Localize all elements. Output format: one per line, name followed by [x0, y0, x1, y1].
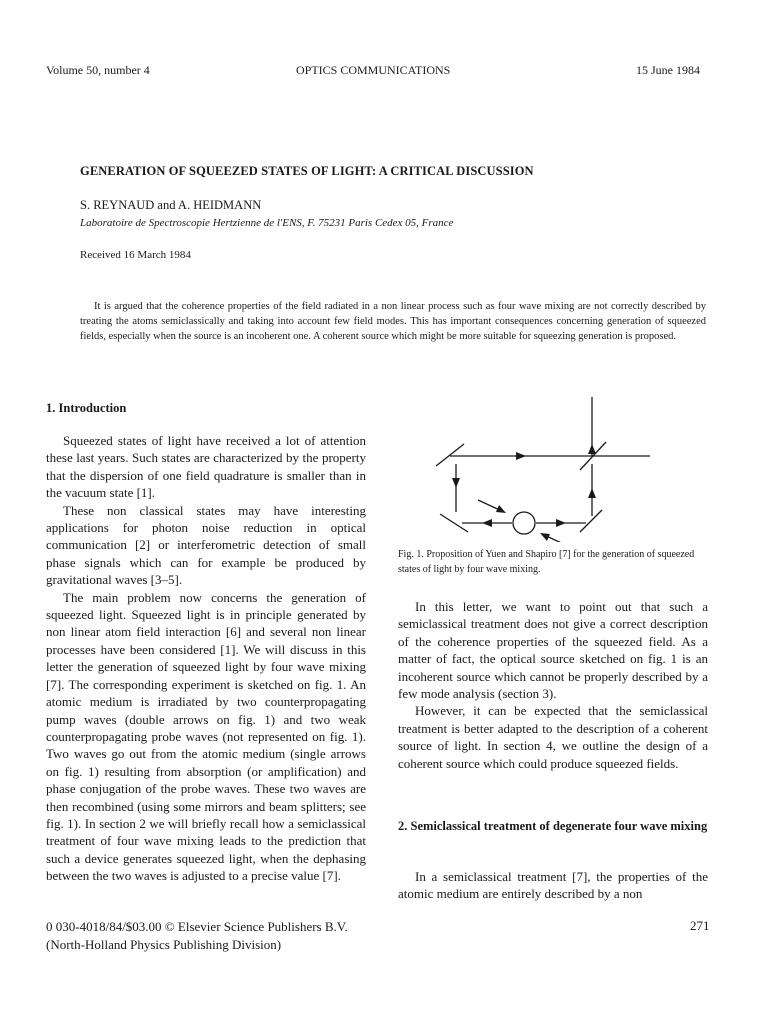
paragraph: In this letter, we want to point out that such a semiclassical treatment does not give a correct description of the coherence properties of the squeezed field. As a matter of fact, the optical source sketched on fig. 1 is an incoherent source which cannot be properly described by a few mode analysis (section 3).: [398, 599, 708, 702]
header-volume: Volume 50, number 4: [46, 63, 150, 77]
arrow-left-beam: [452, 478, 460, 488]
figure-1-caption: Fig. 1. Proposition of Yuen and Shapiro [7] for the generation of squeezed states of light by four wave mixing.: [398, 549, 695, 575]
footer-division: (North-Holland Physics Publishing Division): [46, 936, 282, 952]
article-title: GENERATION OF SQUEEZED STATES OF LIGHT: A CRITICAL DISCUSSION: [80, 164, 534, 178]
article-affiliation: Laboratoire de Spectroscopie Hertzienne de l'ENS, F. 75231 Paris Cedex 05, France: [80, 217, 454, 229]
arrow-output: [588, 444, 596, 454]
paragraph: The main problem now concerns the generation of squeezed light. Squeezed light is in principle generated by non linear atom field interaction [6] and several non linear processes have been considered [1]. We will discuss in this letter the generation of squeezed light by four wave mixing [7]. The corresponding experiment is sketched on fig. 1. An atomic medium is irradiated by two counterpropagating pump waves (double arrows on fig. 1) and two weak counterpropagating probe waves (not represented on fig. 1). Two waves go out from the atomic medium (single arrows on fig. 1) resulting from absorption (or amplification) and phase conjugation of the probe waves. These two waves are then recombined (using some mirrors and beam splitters; see fig. 1). In section 2 we will briefly recall how a semiclassical treatment of four wave mixing leads to the prediction that such a device generates squeezed light, when the dephasing between the two waves is adjusted to a precise value [7].: [46, 589, 366, 884]
paragraph: However, it can be expected that the semiclassical treatment is better adapted to the description of a coherent source of light. In section 4, we outline the design of a coherent source which could produce squeezed fields.: [398, 703, 708, 771]
mirror-top-left: [436, 444, 464, 466]
section-1-body: [46, 432, 366, 885]
received-date: Received 16 March 1984: [80, 249, 191, 261]
section-2-heading: 2. Semiclassical treatment of degenerate four wave mixing: [398, 819, 708, 833]
arrow-output-left: [482, 519, 492, 527]
article-authors: S. REYNAUD and A. HEIDMANN: [80, 198, 262, 212]
figure-1-diagram: [420, 392, 670, 542]
footer-copyright: 0 030-4018/84/$03.00 © Elsevier Science Publishers B.V.: [46, 919, 348, 934]
arrow-pump-upper: [496, 505, 506, 513]
header-date: 15 June 1984: [636, 63, 700, 77]
right-column-body: [398, 598, 708, 772]
atomic-medium-circle: [513, 512, 535, 534]
section-2-body: [398, 868, 708, 903]
arrow-pump-lower: [540, 533, 550, 541]
footer-publisher: [46, 918, 348, 953]
page-number: 271: [690, 918, 710, 933]
arrow-output-right: [556, 519, 566, 527]
paragraph: In a semiclassical treatment [7], the properties of the atomic medium are entirely described by a non: [398, 869, 708, 902]
section-1-heading: 1. Introduction: [46, 401, 127, 415]
header-journal: OPTICS COMMUNICATIONS: [296, 63, 451, 77]
mirror-bottom-right: [580, 510, 602, 532]
arrow-top-beam: [516, 452, 526, 460]
paragraph: Squeezed states of light have received a lot of attention these last years. Such states are characterized by the property that the dispersion of one field quadrature is smaller than in the vacuum state [1].: [46, 433, 366, 501]
arrow-right-beam: [588, 488, 596, 498]
paragraph: These non classical states may have interesting applications for photon noise reduction in optical communication [2] or interferometric detection of small phase signals which can for example be produced by gravitational waves [3–5].: [46, 502, 366, 588]
abstract: It is argued that the coherence properties of the field radiated in a non linear process such as four wave mixing are not correctly described by treating the atoms semiclassically and taking into account few field modes. This has important consequences concerning generation of squeezed fields, especially when the source is an incoherent one. A coherent source which might be more suitable for squeezing generation is proposed.: [80, 301, 706, 342]
